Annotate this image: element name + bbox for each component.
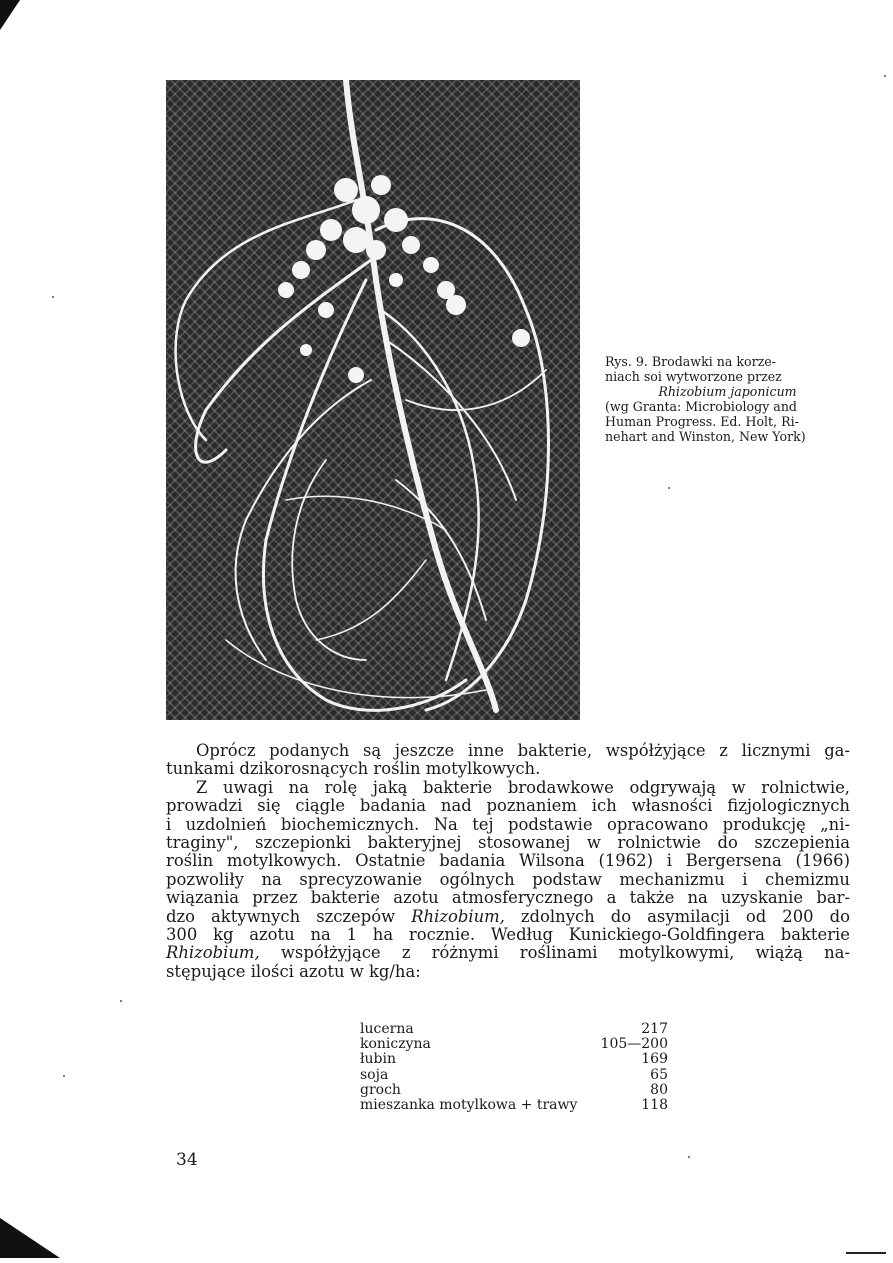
plant-name: groch — [360, 1081, 401, 1098]
paragraph-line: roślin motylkowych. Ostatnie badania Wilsona (1962) i Bergersena (1966) — [166, 851, 850, 871]
caption-species: Rhizobium japonicum — [658, 384, 797, 399]
plant-name: lucerna — [360, 1021, 414, 1037]
paragraph-line: 300 kg azotu na 1 ha rocznie. Według Kunickiego-Goldfingera bakterie — [166, 925, 850, 945]
caption-line: nehart and Winston, New York) — [605, 429, 806, 444]
caption-line: (wg Granta: Microbiology and — [605, 399, 797, 414]
paragraph-line: prowadzi się ciągle badania nad poznaniem ich własności fizjologicznych — [166, 796, 850, 816]
text-run: współżyjące z różnymi roślinami motylkowymi, wiążą na- — [259, 943, 850, 963]
scan-speck — [63, 1075, 65, 1077]
nitrogen-value: 169 — [641, 1051, 668, 1068]
plant-name: mieszanka motylkowa + trawy — [360, 1097, 578, 1114]
scan-speck — [52, 296, 54, 298]
paragraph-line: pozwoliły na sprecyzowanie ogólnych podstaw mechanizmu i chemizmu — [166, 869, 850, 889]
table-row — [360, 1052, 668, 1067]
scan-corner-mark — [0, 1218, 60, 1258]
paragraph-line: tunkami dzikorosnących roślin motylkowych. — [166, 759, 541, 779]
scan-speck — [884, 75, 886, 77]
paragraph-line: wiązania przez bakterie azotu atmosferycznego a także na uzyskanie bar- — [166, 888, 850, 908]
soybean-root-photo — [166, 80, 580, 720]
scan-speck — [668, 487, 670, 489]
paragraph-line — [166, 944, 850, 962]
paragraph-line — [166, 908, 850, 926]
body-text — [166, 742, 850, 981]
scan-corner-mark — [0, 0, 20, 30]
table-row — [360, 1083, 668, 1098]
plant-name: koniczyna — [360, 1036, 431, 1053]
scan-edge-rule — [846, 1252, 886, 1254]
paragraph-line: Z uwagi na rolę jaką bakterie brodawkowe odgrywają w rolnictwie, — [196, 777, 850, 797]
italic-term: Rhizobium, — [411, 906, 505, 926]
scan-speck — [120, 1000, 122, 1002]
paragraph-line: traginy", szczepionki bakteryjnej stosowanej w rolnictwie do szczepienia — [166, 833, 850, 853]
italic-term: Rhizobium, — [166, 943, 260, 963]
table-row — [360, 1037, 668, 1052]
scan-speck — [688, 1156, 690, 1158]
plant-name: soja — [360, 1066, 389, 1083]
text-run: zdolnych do asymilacji od 200 do — [504, 906, 850, 926]
caption-line: niach soi wytworzone przez — [605, 369, 782, 384]
nitrogen-value: 80 — [650, 1081, 668, 1098]
page-number: 34 — [176, 1150, 198, 1170]
text-run: dzo aktywnych szczepów — [166, 906, 412, 926]
nitrogen-value: 65 — [650, 1066, 668, 1083]
root-nodules-illustration — [166, 80, 580, 720]
paragraph-line: i uzdolnień biochemicznych. Na tej podstawie opracowano produkcję „ni- — [166, 814, 850, 834]
figure-caption — [605, 354, 850, 444]
nitrogen-table — [360, 1022, 668, 1113]
table-row — [360, 1068, 668, 1083]
nitrogen-value: 217 — [641, 1021, 668, 1037]
paragraph-line: Oprócz podanych są jeszcze inne bakterie, współżyjące z licznymi ga- — [196, 741, 850, 760]
caption-line: Rys. 9. Brodawki na korze- — [605, 354, 776, 369]
nitrogen-value: 105—200 — [600, 1036, 668, 1053]
table-row — [360, 1098, 668, 1113]
paragraph-line: stępujące ilości azotu w kg/ha: — [166, 961, 421, 981]
table-row — [360, 1022, 668, 1037]
caption-line: Human Progress. Ed. Holt, Ri- — [605, 414, 799, 429]
plant-name: łubin — [360, 1051, 397, 1068]
nitrogen-value: 118 — [641, 1097, 668, 1114]
